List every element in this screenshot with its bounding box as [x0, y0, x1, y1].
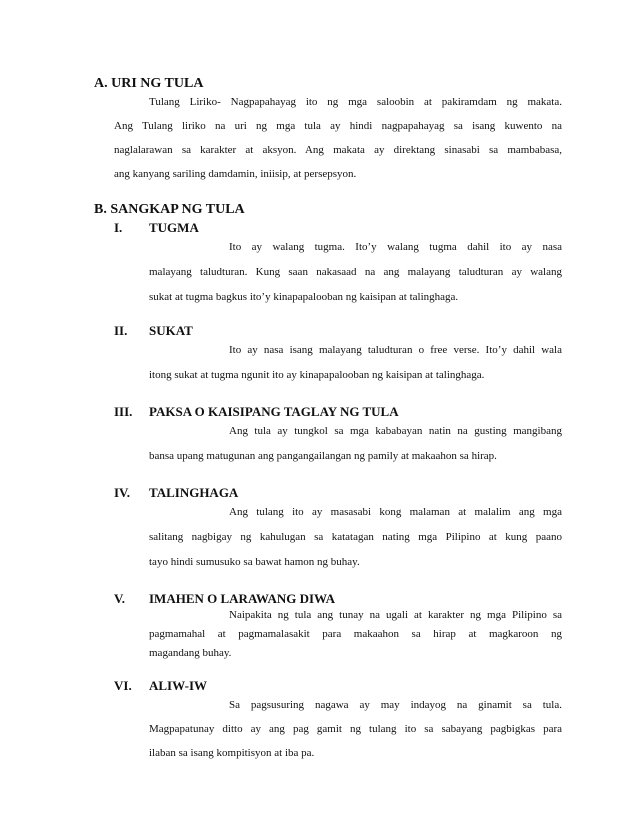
item-paragraph: [149, 421, 562, 471]
item-title: IMAHEN O LARAWANG DIWA: [149, 591, 335, 606]
paragraph-line: bansa upang matugunan ang pangangailangan ng pamily at makaahon sa hirap.: [149, 450, 497, 462]
paragraph-line: Naipakita ng tula ang tunay na ugali at karakter ng mga Pilipino sa: [229, 609, 562, 621]
item-title: ALIW-IW: [149, 678, 208, 693]
paragraph-line: ang kanyang sariling damdamin, iniisip, at persepsyon.: [114, 168, 357, 180]
paragraph-line: sukat at tugma bagkus ito’y kinapapalooban ng kaisipan at talinghaga.: [149, 291, 459, 303]
paragraph-line: Ang tulang ito ay masasabi kong malaman at malalim ang mga: [229, 506, 562, 518]
item-paragraph: [149, 237, 562, 312]
paragraph-line: tayo hindi sumusuko sa bawat hamon ng buhay.: [149, 556, 360, 568]
paragraph-line: ilaban sa isang kompitisyon at iba pa.: [149, 747, 315, 759]
item-numeral: I.: [114, 220, 123, 235]
item-numeral: II.: [114, 323, 128, 338]
paragraph-line: Sa pagsusuring nagawa ay may indayog na ginamit sa tula.: [229, 699, 562, 711]
paragraph-line: Ito ay nasa isang malayang taludturan o free verse. Ito’y dahil wala: [229, 344, 562, 356]
paragraph-line: Magpapatunay ditto ay ang pag gamit ng tulang ito sa sabayang pagbigkas para: [149, 723, 562, 735]
item-numeral: IV.: [114, 485, 131, 500]
paragraph-line: salitang nagbigay ng kahulugan sa katatagan nating mga Pilipino at kung paano: [149, 531, 562, 543]
section-a-paragraph: [114, 92, 562, 188]
section-b-heading: B. SANGKAP NG TULA: [94, 202, 245, 217]
paragraph-line: pagmamahal at pagmamalasakit para makaahon sa hirap at magkaroon ng: [149, 628, 562, 640]
item-numeral: V.: [114, 591, 125, 606]
item-title: TUGMA: [149, 220, 199, 235]
item-title: TALINGHAGA: [149, 485, 239, 500]
item-numeral: III.: [114, 404, 133, 419]
paragraph-line: magandang buhay.: [149, 647, 232, 659]
paragraph-line: malayang taludturan. Kung saan nakasaad na ang malayang taludturan ay walang: [149, 266, 562, 278]
paragraph-line: naglalarawan sa karakter at aksyon. Ang makata ay direktang sinasabi sa mambabasa,: [114, 144, 562, 156]
paragraph-line: Ang Tulang liriko na uri ng mga tula ay hindi nagpapahayag sa isang kuwento na: [114, 120, 562, 132]
paragraph-line: Ito ay walang tugma. Ito’y walang tugma dahil ito ay nasa: [229, 241, 562, 253]
item-paragraph: [149, 502, 562, 577]
item-paragraph: [149, 695, 562, 767]
paragraph-line: itong sukat at tugma ngunit ito ay kinapapalooban ng kaisipan at talinghaga.: [149, 369, 485, 381]
paragraph-line: Tulang Liriko- Nagpapahayag ito ng mga saloobin at pakiramdam ng makata.: [149, 96, 562, 108]
item-paragraph: [149, 340, 562, 390]
item-title: SUKAT: [149, 323, 193, 338]
section-a-heading: A. URI NG TULA: [94, 76, 204, 91]
item-title: PAKSA O KAISIPANG TAGLAY NG TULA: [149, 404, 399, 419]
item-paragraph: [149, 606, 562, 663]
paragraph-line: Ang tula ay tungkol sa mga kababayan natin na gusting mangibang: [229, 425, 562, 437]
item-numeral: VI.: [114, 678, 132, 693]
